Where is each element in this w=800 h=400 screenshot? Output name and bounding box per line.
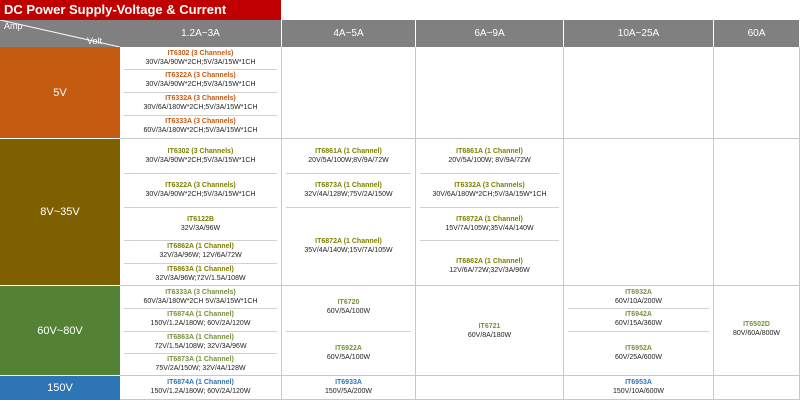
cell-5v-60a (714, 47, 800, 139)
model-name: IT6322A (3 Channels) (165, 182, 236, 189)
cell-60v-80v-6a-9a (416, 286, 564, 376)
model-spec: 150V/5A/200W (324, 388, 373, 395)
row-separator (286, 331, 411, 332)
cell-8v-35v-60a (714, 139, 800, 286)
cell-150v-10a-25a (564, 376, 714, 400)
model-name: IT6302 (3 Channels) (167, 50, 234, 57)
cell-60v-80v-10a-25a (564, 286, 714, 376)
model-name: IT6872A (1 Channel) (456, 216, 523, 223)
row-separator (124, 92, 277, 93)
model-name: IT6861A (1 Channel) (456, 148, 523, 155)
row-separator (124, 353, 277, 354)
model-name: IT6720 (337, 299, 360, 306)
model-name: IT6942A (625, 311, 652, 318)
model-name: IT6863A (1 Channel) (167, 266, 234, 273)
model-spec: 30V/3A/90W*2CH;5V/3A/15W*1CH (145, 59, 256, 66)
row-label-5v: 5V (0, 47, 120, 139)
cell-60v-80v-4a-5a (282, 286, 416, 376)
row-separator (420, 207, 559, 208)
column-header: 6A~9A (416, 20, 564, 47)
model-name: IT6322A (3 Channels) (165, 72, 236, 79)
model-name: IT6333A (3 Channels) (165, 118, 236, 125)
model-name: IT6122B (187, 216, 214, 223)
column-header: 10A~25A (564, 20, 714, 47)
model-name: IT6332A (3 Channels) (454, 182, 525, 189)
cell-8v-35v-6a-9a (416, 139, 564, 286)
row-separator (124, 207, 277, 208)
model-name: IT6332A (3 Channels) (165, 95, 236, 102)
model-name: IT6873A (1 Channel) (315, 182, 382, 189)
row-separator (568, 331, 709, 332)
cell-150v-60a (714, 376, 800, 400)
corner-header (0, 20, 120, 47)
row-separator (568, 308, 709, 309)
cell-150v-4a-5a (282, 376, 416, 400)
model-spec: 150V/1.2A/180W; 60V/2A/120W (150, 388, 251, 395)
model-name: IT6863A (1 Channel) (167, 334, 234, 341)
model-spec: 32V/4A/128W;75V/2A/150W (304, 191, 393, 198)
model-spec: 150V/1.2A/180W; 60V/2A/120W (150, 320, 251, 327)
column-header: 4A~5A (282, 20, 416, 47)
amp-label: Amp (4, 21, 23, 31)
model-spec: 72V/1.5A/108W; 32V/3A/96W (154, 343, 247, 350)
volt-label: Volt (86, 36, 102, 46)
model-spec: 80V/60A/800W (732, 330, 781, 337)
row-separator (420, 240, 559, 241)
cell-8v-35v-10a-25a (564, 139, 714, 286)
model-name: IT6502D (743, 321, 770, 328)
model-name: IT6872A (1 Channel) (315, 238, 382, 245)
model-spec: 20V/5A/100W; 8V/9A/72W (448, 157, 531, 164)
cell-5v-6a-9a (416, 47, 564, 139)
model-name: IT6302 (3 Channels) (167, 148, 234, 155)
row-separator (286, 207, 411, 208)
column-header: 1.2A~3A (120, 20, 282, 47)
row-separator (124, 115, 277, 116)
model-name: IT6953A (625, 379, 652, 386)
spec-table (0, 20, 800, 400)
model-name: IT6933A (335, 379, 362, 386)
cell-5v-10a-25a (564, 47, 714, 139)
model-spec: 35V/4A/140W;15V/7A/105W (304, 247, 393, 254)
cell-5v-1a-3a (120, 47, 282, 139)
model-spec: 60V/10A/200W (614, 298, 663, 305)
cell-150v-6a-9a (416, 376, 564, 400)
model-spec: 60V/8A/180W (467, 332, 512, 339)
model-spec: 30V/3A/90W*2CH;5V/3A/15W*1CH (145, 157, 256, 164)
model-spec: 15V/7A/105W;35V/4A/140W (445, 225, 534, 232)
model-spec: 30V/3A/90W*2CH;5V/3A/15W*1CH (145, 81, 256, 88)
model-name: IT6874A (1 Channel) (167, 311, 234, 318)
model-spec: 60V/3A/180W*2CH 5V/3A/15W*1CH (143, 298, 258, 305)
model-name: IT6932A (625, 289, 652, 296)
page-title: DC Power Supply-Voltage & Current (0, 0, 281, 20)
model-spec: 30V/3A/90W*2CH;5V/3A/15W*1CH (145, 191, 256, 198)
model-name: IT6333A (3 Channels) (165, 289, 236, 296)
model-name: IT6862A (1 Channel) (456, 258, 523, 265)
model-spec: 75V/2A/150W; 32V/4A/128W (155, 365, 246, 372)
row-separator (124, 308, 277, 309)
column-header: 60A (714, 20, 800, 47)
model-name: IT6952A (625, 345, 652, 352)
row-label-150v: 150V (0, 376, 120, 400)
model-name: IT6874A (1 Channel) (167, 379, 234, 386)
row-separator (124, 69, 277, 70)
cell-150v-1a-3a (120, 376, 282, 400)
model-name: IT6873A (1 Channel) (167, 356, 234, 363)
model-spec: 30V/6A/180W*2CH;5V/3A/15W*1CH (143, 104, 258, 111)
model-name: IT6862A (1 Channel) (167, 243, 234, 250)
model-spec: 60V/3A/180W*2CH;5V/3A/15W*1CH (143, 127, 258, 134)
model-spec: 60V/15A/360W (614, 320, 663, 327)
model-name: IT6861A (1 Channel) (315, 148, 382, 155)
model-spec: 60V/5A/100W (326, 354, 371, 361)
row-separator (124, 240, 277, 241)
model-spec: 12V/6A/72W;32V/3A/96W (449, 267, 530, 274)
row-label-8v-35v: 8V~35V (0, 139, 120, 286)
model-spec: 32V/3A/96W (180, 225, 221, 232)
model-spec: 150V/10A/600W (613, 388, 664, 395)
cell-8v-35v-4a-5a (282, 139, 416, 286)
row-separator (124, 331, 277, 332)
model-spec: 60V/25A/600W (614, 354, 663, 361)
cell-5v-4a-5a (282, 47, 416, 139)
model-spec: 20V/5A/100W;8V/9A/72W (308, 157, 389, 164)
cell-8v-35v-1a-3a (120, 139, 282, 286)
cell-60v-80v-1a-3a (120, 286, 282, 376)
model-spec: 32V/3A/96W;72V/1.5A/108W (155, 275, 246, 282)
row-label-60v-80v: 60V~80V (0, 286, 120, 376)
model-spec: 32V/3A/96W; 12V/6A/72W (159, 252, 242, 259)
model-spec: 60V/5A/100W (326, 308, 371, 315)
model-name: IT6721 (478, 323, 501, 330)
row-separator (124, 263, 277, 264)
row-separator (420, 173, 559, 174)
model-spec: 30V/6A/180W*2CH;5V/3A/15W*1CH (432, 191, 547, 198)
row-separator (286, 173, 411, 174)
cell-60v-80v-60a (714, 286, 800, 376)
model-name: IT6922A (335, 345, 362, 352)
row-separator (124, 173, 277, 174)
